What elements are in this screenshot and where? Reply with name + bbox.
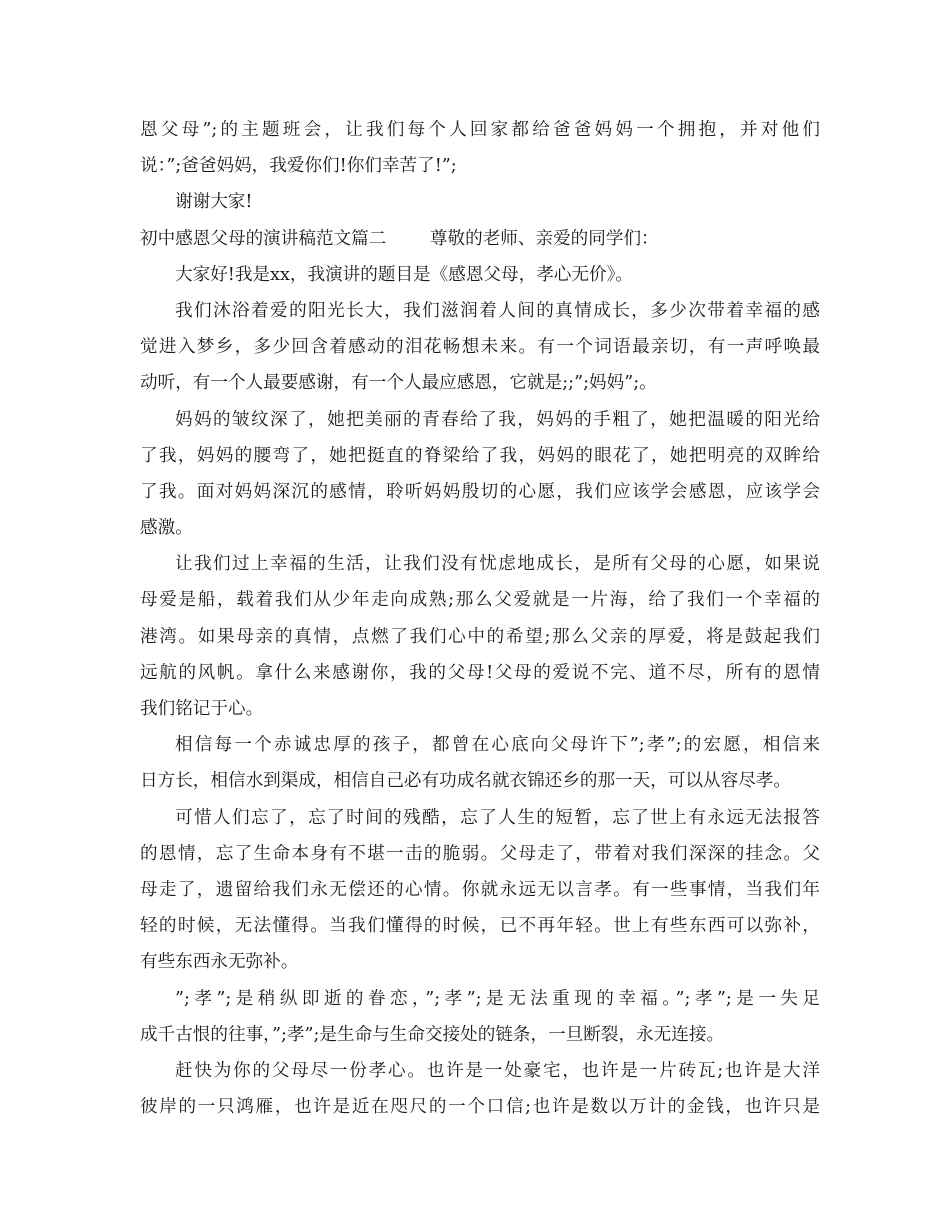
section-heading xyxy=(140,221,820,257)
text-line: 母走了，遗留给我们永无偿还的心情。你就永远无以言孝。有一些事情，当我们年 xyxy=(140,879,820,900)
opening-lines xyxy=(140,112,820,221)
document-body xyxy=(140,112,820,1125)
text-line: 母爱是船，载着我们从少年走向成熟;那么父爱就是一片海，给了我们一个幸福的 xyxy=(140,590,820,611)
text-line: 赶快为你的父母尽一份孝心。也许是一处豪宅，也许是一片砖瓦;也许是大洋 xyxy=(175,1060,820,1081)
greeting: 尊敬的老师、亲爱的同学们： xyxy=(429,228,659,249)
text-line: 了我。面对妈妈深沉的感情，聆听妈妈殷切的心愿，我们应该学会感恩，应该学会 xyxy=(140,481,820,502)
speech-body xyxy=(140,257,820,1126)
text-line: 港湾。如果母亲的真情，点燃了我们心中的希望;那么父亲的厚爱，将是鼓起我们 xyxy=(140,626,820,647)
text-line: 成千古恨的往事，”;孝”;是生命与生命交接处的链条，一旦断裂，永无连接。 xyxy=(140,1024,725,1045)
text-line: 远航的风帆。拿什么来感谢你，我的父母!父母的爱说不完、道不尽，所有的恩情 xyxy=(140,662,820,683)
text-line: 相信每一个赤诚忠厚的孩子，都曾在心底向父母许下”;孝”;的宏愿，相信来 xyxy=(175,735,820,756)
text-line: 感激。 xyxy=(140,518,193,539)
text-line: 觉进入梦乡，多少回含着感动的泪花畅想未来。有一个词语最亲切，有一声呼唤最 xyxy=(140,337,820,358)
text-line: 了我，妈妈的腰弯了，她把挺直的脊梁给了我，妈妈的眼花了，她把明亮的双眸给 xyxy=(140,445,820,466)
text-line: 可惜人们忘了，忘了时间的残酷，忘了人生的短暂，忘了世上有永远无法报答 xyxy=(175,807,820,828)
text-line: 的恩情，忘了生命本身有不堪一击的脆弱。父母走了，带着对我们深深的挂念。父 xyxy=(140,843,820,864)
text-line: ”;孝”;是稍纵即逝的眷恋，”;孝”;是无法重现的幸福。”;孝”;是一失足 xyxy=(175,988,820,1009)
text-line: 我们铭记于心。 xyxy=(140,699,264,719)
section-title: 初中感恩父母的演讲稿范文篇二 xyxy=(140,228,387,249)
text-line: 说：”;爸爸妈妈，我爱你们!你们幸苦了!”; xyxy=(140,156,457,177)
text-line: 谢谢大家! xyxy=(175,192,253,213)
text-line: 恩父母”;的主题班会，让我们每个人回家都给爸爸妈妈一个拥抱，并对他们 xyxy=(140,120,820,140)
text-line: 妈妈的皱纹深了，她把美丽的青春给了我，妈妈的手粗了，她把温暖的阳光给 xyxy=(175,409,820,430)
text-line: 我们沐浴着爱的阳光长大，我们滋润着人间的真情成长，多少次带着幸福的感 xyxy=(175,300,820,321)
text-line: 轻的时候，无法懂得。当我们懂得的时候，已不再年轻。世上有些东西可以弥补， xyxy=(140,916,820,937)
text-line: 大家好!我是xx，我演讲的题目是《感恩父母，孝心无价》。 xyxy=(175,264,633,285)
text-line: 彼岸的一只鸿雁，也许是近在咫尺的一个口信;也许是数以万计的金钱，也许只是 xyxy=(140,1097,820,1118)
text-line: 让我们过上幸福的生活，让我们没有忧虑地成长，是所有父母的心愿，如果说 xyxy=(175,554,820,575)
text-line: 日方长，相信水到渠成，相信自己必有功成名就衣锦还乡的那一天，可以从容尽孝。 xyxy=(140,771,791,792)
text-line: 动听，有一个人最要感谢，有一个人最应感恩，它就是;;”;妈妈”;。 xyxy=(140,373,657,394)
text-line: 有些东西永无弥补。 xyxy=(140,952,299,973)
